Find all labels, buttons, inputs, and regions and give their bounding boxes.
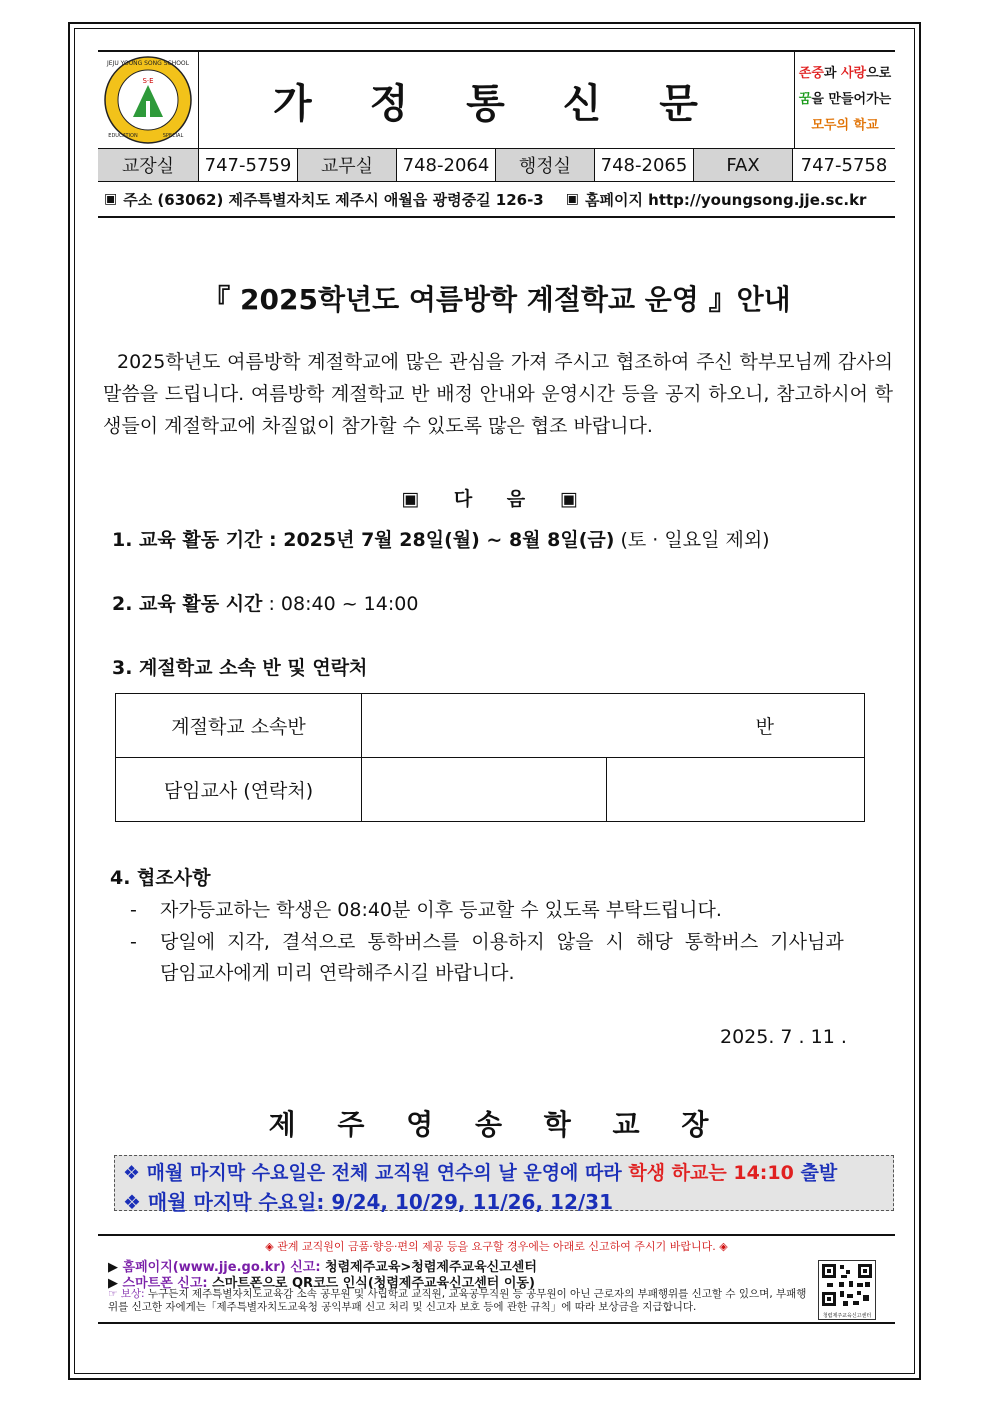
integrity-footer [98,1234,895,1324]
class-field[interactable]: 반 [362,694,865,758]
qr-code-icon[interactable]: 청렴제주교육신고센터 [818,1260,876,1320]
teacher-name-field[interactable] [362,758,607,822]
phone-number: 747-5758 [800,154,888,176]
logo-ring-left: EDUCATION [108,133,138,139]
phone-number: 747-5759 [199,149,298,181]
footer-line: ▶ 홈페이지(www.jje.go.kr) 신고: 청렴제주교육>청렴제주교육신고센터 [108,1260,537,1275]
bullet: - [130,931,137,953]
newsletter-title: 가 정 통 신 문 [273,80,720,127]
item-period: 1. 교육 활동 기간 : 2025년 7월 28일(월) ~ 8월 8일(금) (토 · 일요일 제외) [112,529,770,551]
phone-label: 교장실 [98,149,199,181]
phone-directory [98,149,895,182]
cooperation-heading: 4. 협조사항 [110,867,211,889]
logo-ring-text: JEJU YOUNG SONG SCHOOL [107,60,189,67]
footer-line: ▶ 스마트폰 신고: 스마트폰으로 QR코드 인식(청렴제주교육신고센터 이동) [108,1276,535,1291]
diamond-icon: ❖ [123,1190,141,1214]
notice-line: ❖ 매월 마지막 수요일은 전체 교직원 연수의 날 운영에 따라 학생 하교는 14:10 출발 [123,1162,838,1184]
footer-line: ☞ 보상: 누구든지 제주특별자치도교육감 소속 공무원 및 사립학교 교직원, 교육공무직원 등 공무원이 아닌 근로자의 부패행위를 신고할 수 있으며, 부패행위를 신고한 자에게는「제주특별자치도교육청 공익부패 신고 처리 및 신고자 보호 등에 관한 규칙」에 따라 보상금을 지급합니다. [108,1288,807,1313]
issue-date: 2025. 7 . 11 . [720,1026,847,1048]
item-time: 2. 교육 활동 시간 : 08:40 ~ 14:00 [112,593,419,615]
intro-paragraph: 2025학년도 여름방학 계절학교에 많은 관심을 가져 주시고 협조하여 주신 학부모님께 감사의 말씀을 드립니다. 여름방학 계절학교 반 배정 안내와 운영시간 등을 공지 하오니, 참고하시어 학생들이 계절학교에 차질없이 참가할 수 있도록 많은 협조 바랍니다. [103,351,893,437]
logo-ring-right: SPECIAL [162,133,184,139]
notice-title: 『 2025학년도 여름방학 계절학교 운영 』안내 [202,283,791,316]
diamond-icon: ❖ [123,1162,141,1184]
table-row [116,758,865,822]
homepage-link[interactable]: 홈페이지 http://youngsong.jje.sc.kr [584,190,867,209]
phone-label: 교무실 [298,149,397,181]
school-logo [98,52,199,148]
school-slogan: 존중과 사랑으로 꿈을 만들어가는 모두의 학교 [794,52,895,148]
cooperation-line: 담임교사에게 미리 연락해주시길 바랍니다. [160,962,515,984]
bullet: - [130,899,137,921]
principal-signature: 제 주 영 송 학 교 장 [268,1108,725,1141]
footer-head: ◈ 관계 교직원이 금품·향응·편의 제공 등을 요구할 경우에는 아래로 신고하여 주시기 바랍니다. ◈ [265,1240,728,1253]
item-class: 3. 계절학교 소속 반 및 연락처 [112,657,368,679]
table-row [116,694,865,758]
cooperation-line: 자가등교하는 학생은 08:40분 이후 등교할 수 있도록 부탁드립니다. [160,899,722,921]
class-contact-table [115,693,865,822]
table-label: 계절학교 소속반 [116,694,362,758]
table-label: 담임교사 (연락처) [116,758,362,822]
phone-number: 748-2065 [595,149,694,181]
cooperation-line: 당일에 지각, 결석으로 통학버스를 이용하지 않을 시 해당 통학버스 기사님과 [160,931,844,953]
phone-label: FAX [694,149,793,181]
square-icon: ▣ [565,191,579,207]
letterhead [98,50,895,218]
phone-label: 행정실 [496,149,595,181]
section-heading: ▣ 다 음 ▣ [401,488,592,510]
address: 주소 (63062) 제주특별자치도 제주시 애월읍 광령중길 126-3 [123,190,544,209]
phone-number: 748-2064 [397,149,496,181]
notice-line: ❖ 매월 마지막 수요일: 9/24, 10/29, 11/26, 12/31 [123,1190,613,1214]
square-icon: ▣ [104,191,118,207]
notice-box [114,1155,894,1214]
logo-center-text: S·E [142,77,154,85]
teacher-contact-field[interactable] [607,758,865,822]
address-line [98,182,895,218]
